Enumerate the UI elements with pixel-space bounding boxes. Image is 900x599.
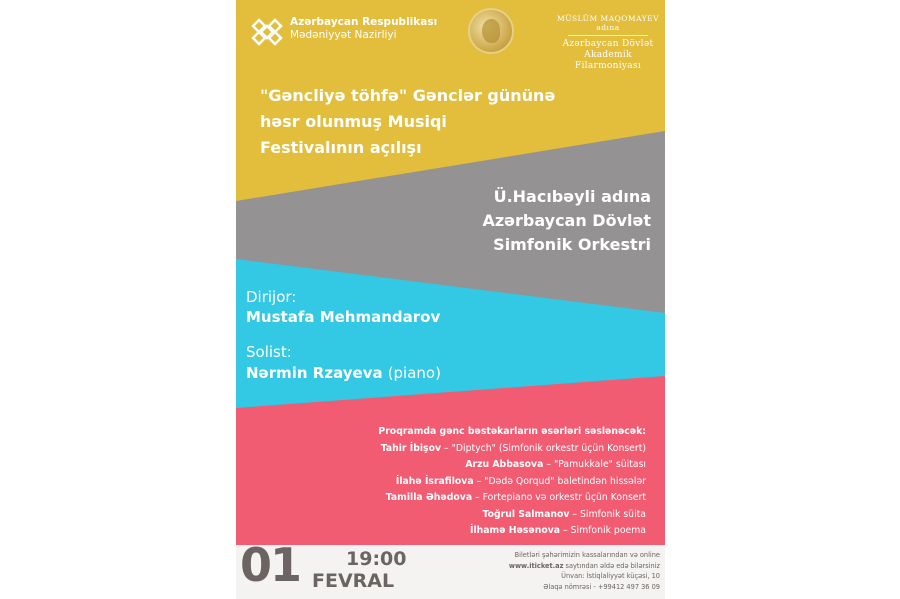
soloist-instrument: (piano)	[387, 364, 441, 382]
phil-line-2: adına	[596, 23, 620, 32]
program-composer: İlhamə Həsənova	[470, 525, 561, 536]
program-item	[316, 457, 646, 474]
phil-line-3: Azərbaycan Dövlət	[562, 39, 654, 49]
contact-phone: Əlaqə nömrəsi - +99412 497 36 09	[543, 582, 660, 591]
orchestra-line-3: Simfonik Orkestri	[493, 235, 651, 254]
ministry-line-2: Mədəniyyət Nazirliyi	[290, 29, 397, 41]
program-item	[316, 490, 646, 507]
ticket-line-1: Biletləri şəhərimizin kassalarından və online	[514, 551, 660, 559]
ticket-line-2-rest: saytından əldə edə bilərsiniz	[563, 561, 660, 570]
ministry-logo-icon	[250, 14, 284, 48]
ministry-line-1: Azərbaycan Respublikası	[290, 16, 438, 28]
phil-line-1: MÜSLÜM MAQOMAYEV	[556, 14, 660, 23]
ticket-line-2	[426, 561, 660, 572]
event-title	[260, 83, 590, 161]
program-list	[316, 424, 646, 540]
orchestra-name	[436, 185, 651, 257]
event-time: 19:00	[346, 548, 407, 570]
program-work: – Fortepiano və orkestr üçün Konsert	[472, 492, 646, 503]
soloist-label: Solist:	[246, 343, 292, 361]
venue-address: Ünvan: İstiqlaliyyət küçəsi, 10	[561, 572, 660, 580]
program-heading: Proqramda gənc bəstəkarların əsərləri səslənəcək:	[378, 426, 646, 437]
program-work: – Simfonik poema	[560, 525, 646, 536]
title-line-1: "Gəncliyə töhfə" Gənclər gününə	[260, 86, 556, 105]
program-item	[316, 523, 646, 540]
event-poster	[236, 0, 665, 599]
program-work: – "Pamukkale" süitası	[543, 459, 646, 470]
program-composer: Tahir İbişov	[380, 442, 442, 454]
soloist-line	[246, 363, 441, 382]
soloist-name: Nərmin Rzayeva	[246, 364, 383, 382]
program-item	[316, 474, 646, 491]
event-month: FEVRAL	[312, 570, 395, 592]
ticket-site-link[interactable]: www.iticket.az	[508, 561, 564, 570]
title-line-2: həsr olunmuş Musiqi	[260, 112, 447, 131]
program-work: – Simfonik süita	[569, 508, 646, 520]
phil-line-4: Akademik	[584, 50, 632, 60]
ticket-info	[426, 550, 660, 592]
program-composer: İlahə İsrafilova	[395, 475, 474, 487]
program-item	[316, 507, 646, 524]
program-work: – "Dədə Qorqud" baletindən hissələr	[473, 475, 646, 487]
conductor-label: Dirijor:	[246, 288, 297, 306]
philharmonic-logo	[554, 14, 662, 72]
program-item	[316, 441, 646, 458]
title-line-3: Festivalının açılışı	[260, 138, 422, 157]
ministry-name	[290, 16, 437, 42]
program-composer: Toğrul Salmanov	[482, 508, 570, 520]
orchestra-line-2: Azərbaycan Dövlət	[482, 211, 651, 230]
program-composer: Tamilla Əhədova	[385, 492, 473, 503]
event-day: 01	[240, 538, 301, 592]
program-work: – "Diptych" (Simfonik orkestr üçün Konsert)	[441, 442, 646, 454]
orchestra-line-1: Ü.Hacıbəyli adına	[493, 187, 651, 206]
phil-divider	[568, 35, 648, 36]
medal-portrait	[482, 19, 500, 43]
conductor-name: Mustafa Mehmandarov	[246, 308, 441, 326]
phil-line-5: Filarmoniyası	[574, 61, 642, 71]
gold-medal-emblem-icon	[468, 8, 514, 54]
program-composer: Arzu Abbasova	[465, 459, 544, 470]
